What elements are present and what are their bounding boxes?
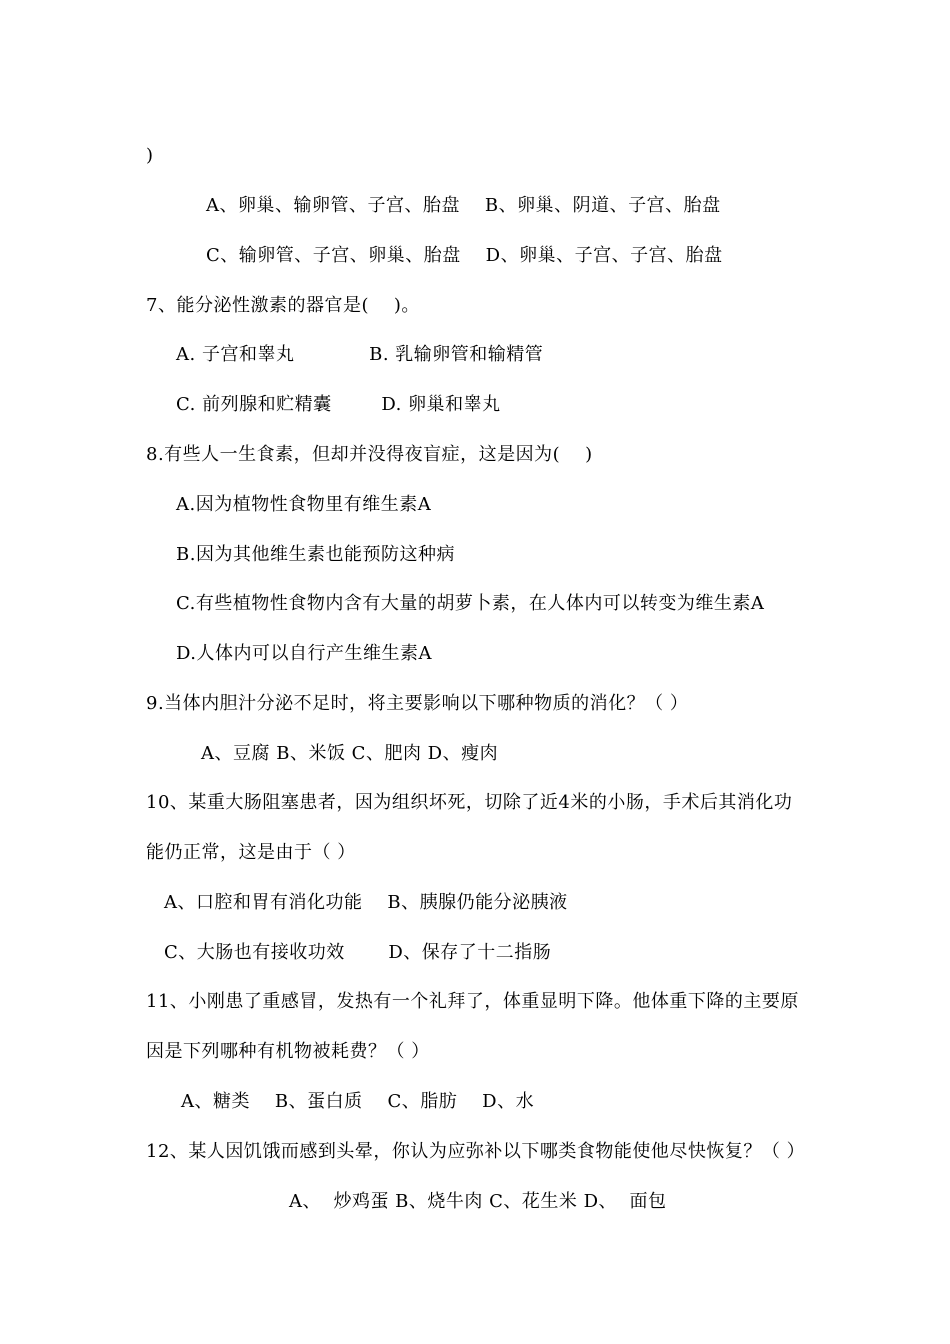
q8-option-a: A.因为植物性食物里有维生素A: [176, 494, 432, 515]
q12-options: A、 炒鸡蛋 B、烧牛肉 C、花生米 D、 面包: [289, 1191, 667, 1212]
q8-question: 8.有些人一生食素，但却并没得夜盲症，这是因为( ): [146, 444, 593, 465]
q7-options-ab: A. 子宫和睾丸 B. 乳输卵管和输精管: [176, 344, 544, 365]
q11-options: A、糖类 B、蛋白质 C、脂肪 D、水: [181, 1091, 535, 1112]
q11-question-line1: 11、小刚患了重感冒，发热有一个礼拜了，体重显明下降。他体重下降的主要原: [146, 991, 799, 1012]
q10-options-ab: A、口腔和胃有消化功能 B、胰腺仍能分泌胰液: [164, 892, 568, 913]
q10-options-cd: C、大肠也有接收功效 D、保存了十二指肠: [164, 942, 552, 963]
q9-options: A、豆腐 B、米饭 C、肥肉 D、瘦肉: [201, 743, 499, 764]
q8-option-b: B.因为其他维生素也能预防这种病: [176, 544, 455, 565]
q8-option-d: D.人体内可以自行产生维生素A: [176, 643, 433, 664]
q8-option-c: C.有些植物性食物内含有大量的胡萝卜素，在人体内可以转变为维生素A: [176, 593, 765, 614]
q7-question: 7、能分泌性激素的器官是( )。: [146, 295, 420, 316]
q9-question: 9.当体内胆汁分泌不足时，将主要影响以下哪种物质的消化？（ ）: [146, 693, 689, 714]
q10-question-line2: 能仍正常，这是由于（ ）: [146, 842, 356, 863]
q6-options-cd: C、输卵管、子宫、卵巢、胎盘 D、卵巢、子宫、子宫、胎盘: [206, 245, 723, 266]
q12-question: 12、某人因饥饿而感到头晕，你认为应弥补以下哪类食物能使他尽快恢复？（ ）: [146, 1141, 806, 1162]
q6-options-ab: A、卵巢、输卵管、子宫、胎盘 B、卵巢、阴道、子宫、胎盘: [206, 195, 721, 216]
q7-options-cd: C. 前列腺和贮精囊 D. 卵巢和睾丸: [176, 394, 501, 415]
q11-question-line2: 因是下列哪种有机物被耗费？（ ）: [146, 1041, 430, 1062]
text-line-continuation: ): [146, 145, 154, 166]
q10-question-line1: 10、某重大肠阻塞患者，因为组织坏死，切除了近4米的小肠，手术后其消化功: [146, 792, 793, 813]
